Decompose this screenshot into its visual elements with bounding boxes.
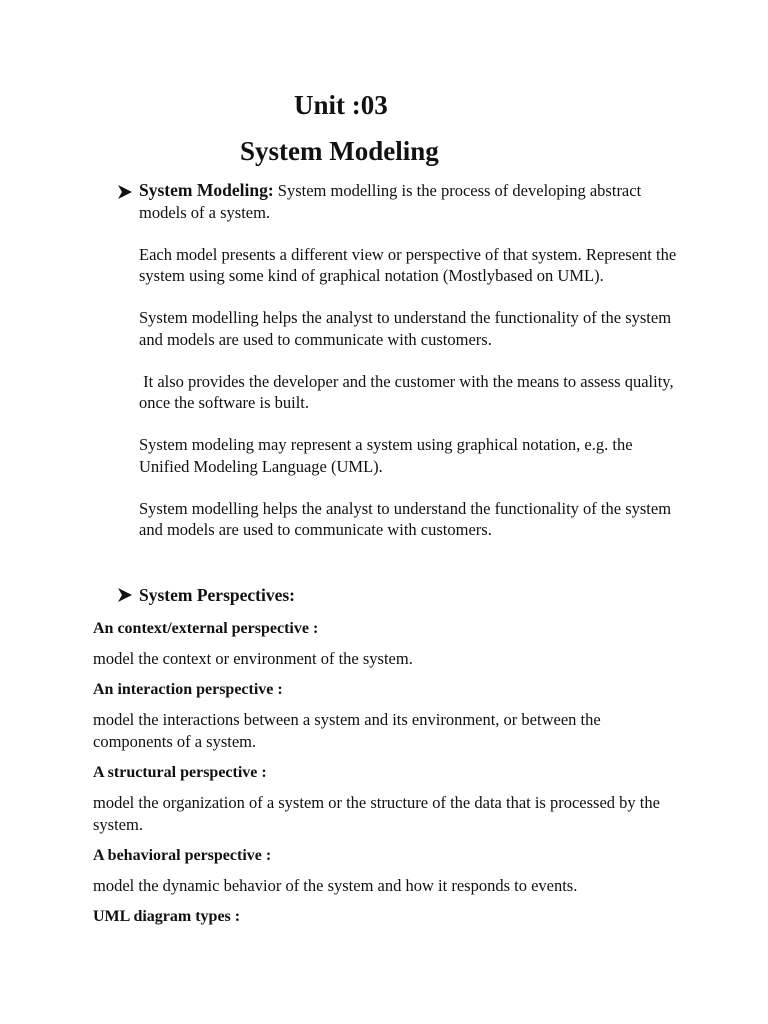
system-perspectives-heading: System Perspectives: (139, 585, 295, 605)
perspective-text-interaction: model the interactions between a system and its environment, or between the components of a system. (93, 710, 601, 751)
paragraph: System modelling helps the analyst to understand the functionality of the system and models are used to communicate with customers. (139, 498, 672, 539)
perspective-heading-context: An context/external perspective : (93, 620, 319, 637)
system-modeling-definition (139, 180, 684, 223)
paragraph: Each model presents a different view or perspective of that system. Represent the system using some kind of graphical notation (Mostlybased on UML). (139, 244, 677, 285)
perspective-heading-structural: A structural perspective : (93, 764, 267, 781)
perspective-text-behavioral: model the dynamic behavior of the system and how it responds to events. (93, 876, 578, 895)
system-modeling-intro: System modelling is the process of developing abstract models of a system. (139, 181, 642, 222)
arrowhead-bullet-icon (116, 182, 134, 202)
uml-diagram-types-heading: UML diagram types : (93, 908, 241, 925)
system-modeling-label: System Modeling: (139, 180, 274, 200)
arrowhead-bullet-icon (116, 585, 134, 605)
perspective-text-context: model the context or environment of the system. (93, 649, 413, 668)
page-title: System Modeling (240, 136, 439, 166)
unit-title: Unit :03 (294, 90, 388, 120)
paragraph: It also provides the developer and the customer with the means to assess quality, once the software is built. (139, 371, 678, 412)
paragraph: System modeling may represent a system using graphical notation, e.g. the Unified Modeling Language (UML). (139, 435, 633, 476)
perspective-heading-behavioral: A behavioral perspective : (93, 847, 272, 864)
paragraph: System modelling helps the analyst to understand the functionality of the system and models are used to communicate with customers. (139, 308, 672, 349)
system-modeling-body (139, 180, 684, 541)
perspective-heading-interaction: An interaction perspective : (93, 681, 283, 698)
perspective-text-structural: model the organization of a system or the structure of the data that is processed by the system. (93, 793, 660, 834)
